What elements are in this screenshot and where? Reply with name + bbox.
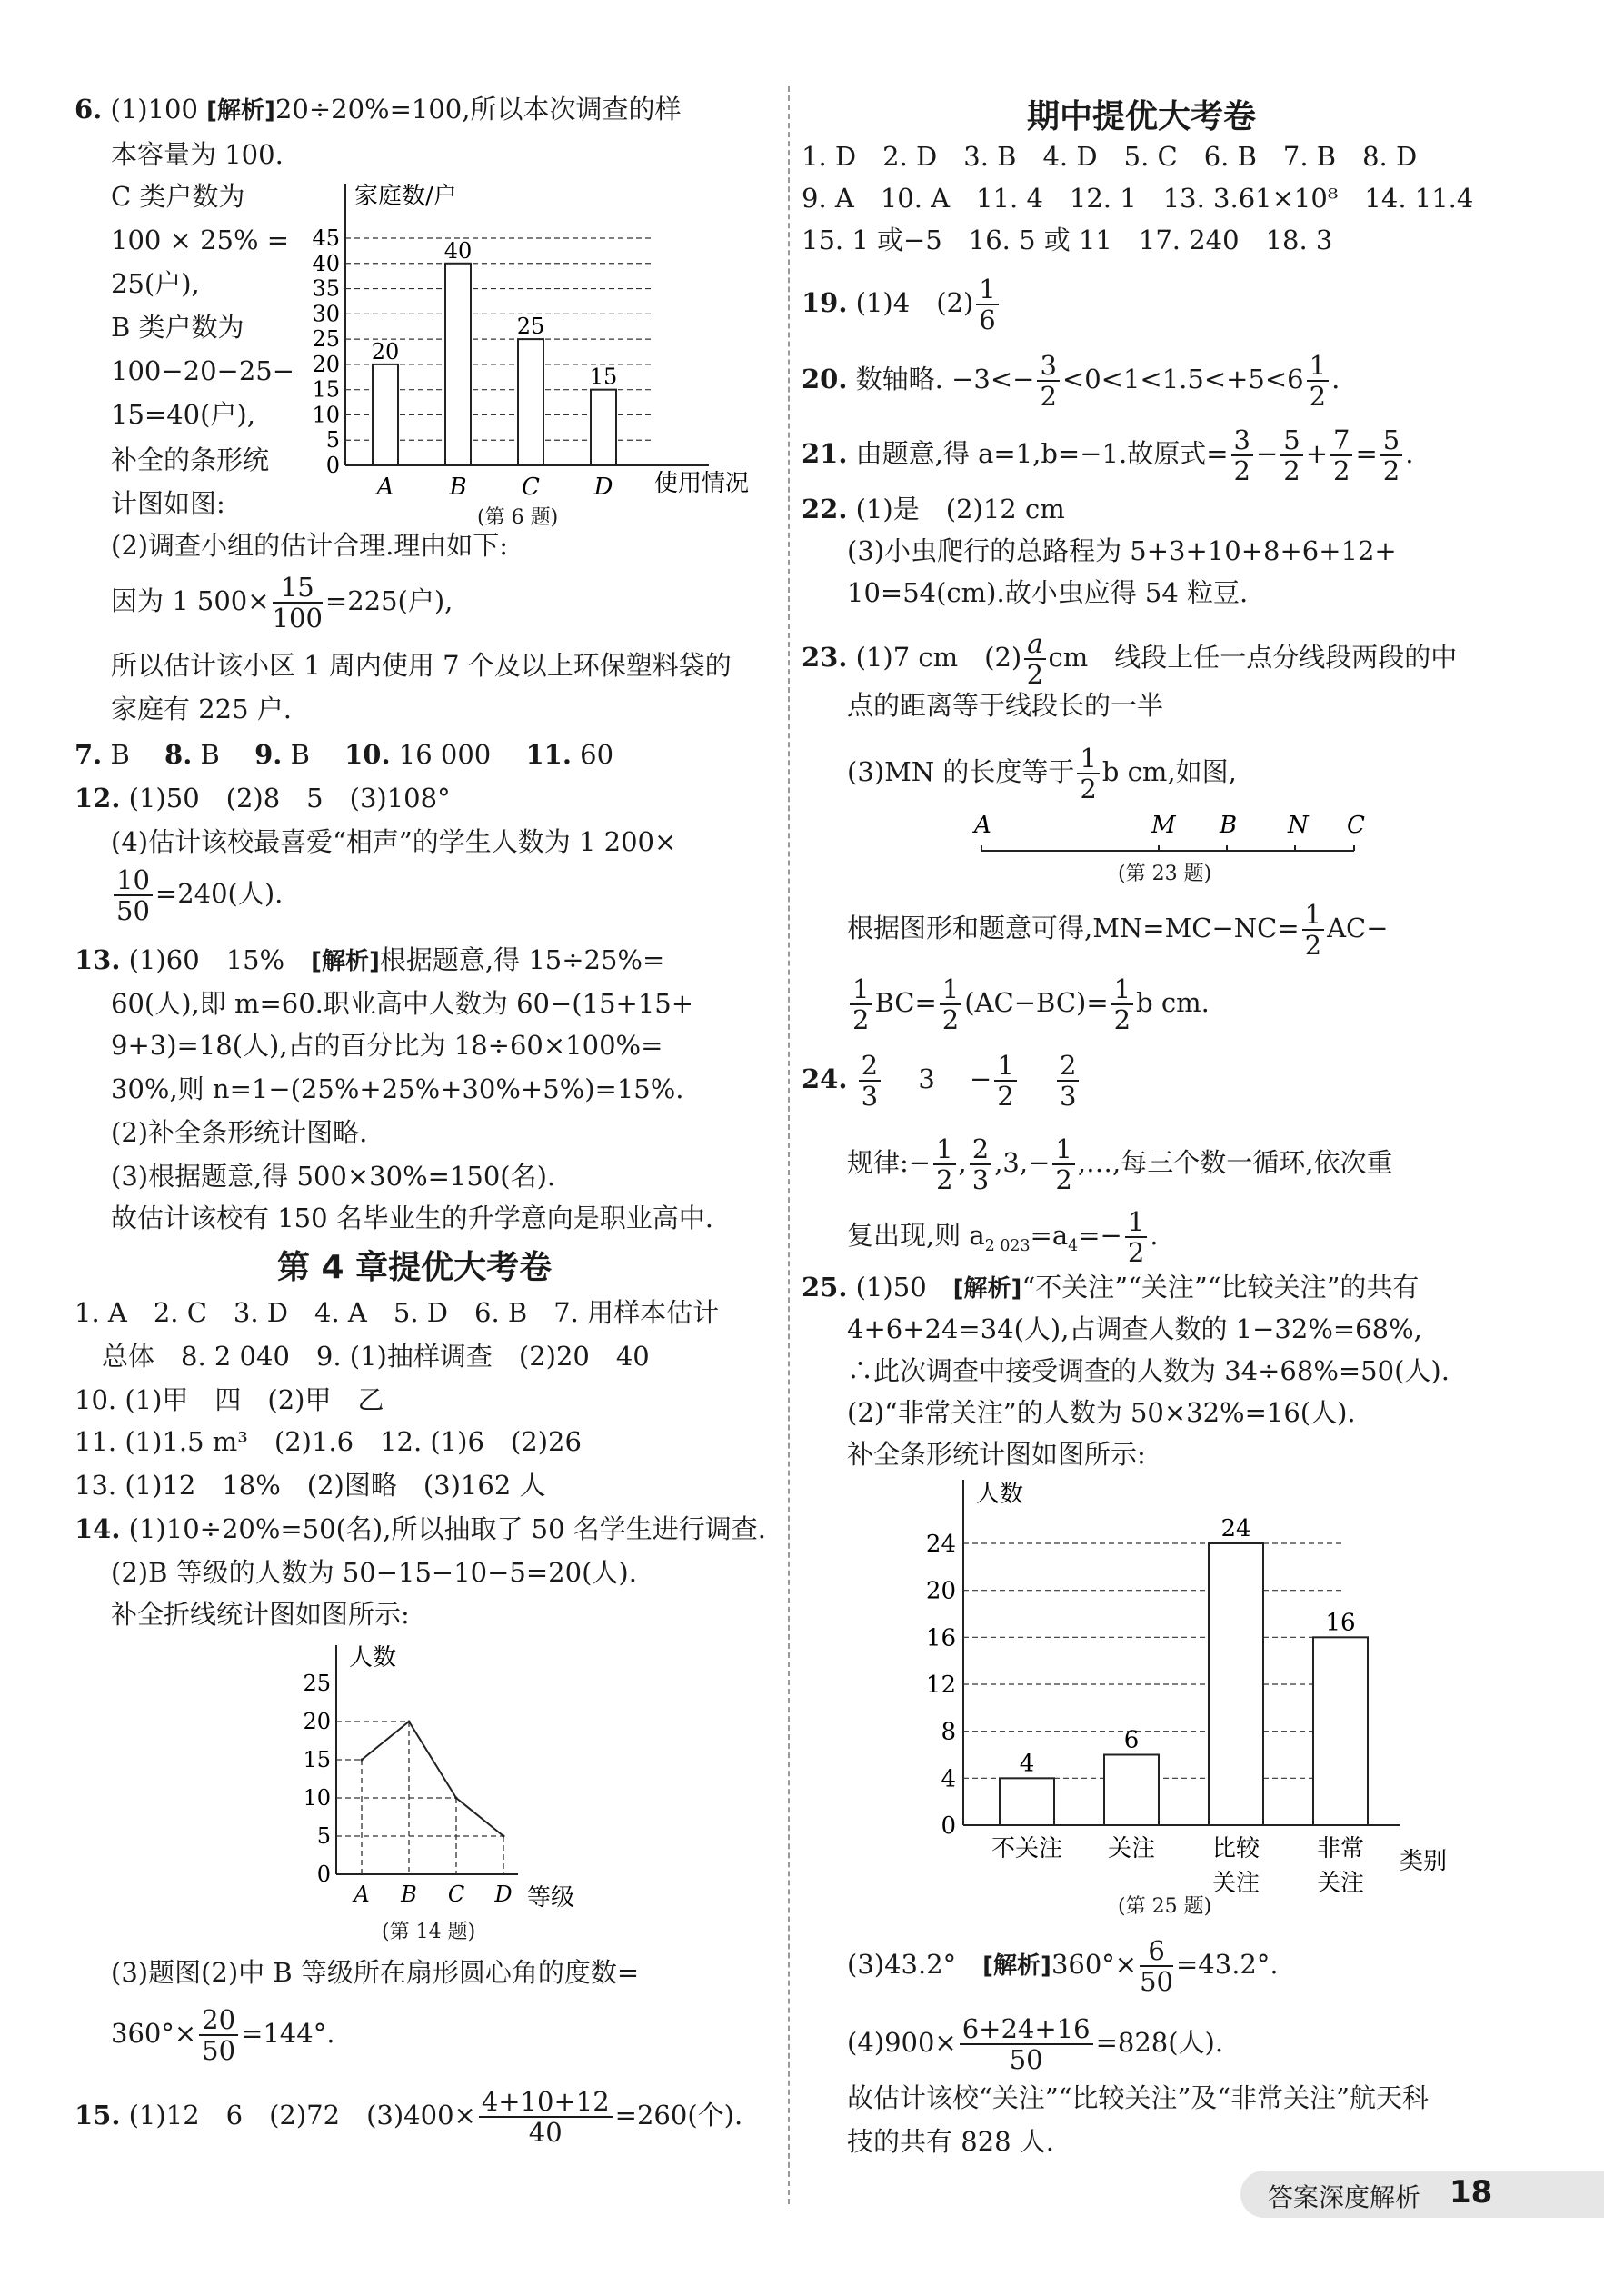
- fraction: $\frac{4+10+12}{40}$: [479, 2087, 613, 2147]
- fraction: $\frac{1}{2}$: [1052, 1134, 1074, 1194]
- bar-value-label: 16: [1325, 1609, 1356, 1637]
- q23-line3: (3)MN 的长度等于 $\frac{1}{2}$ b cm,如图,: [847, 743, 1237, 804]
- data-point: [361, 1759, 364, 1762]
- q25-line6: (3)43.2° [解析]360°× $\frac{6}{50}$ =43.2°.: [847, 1935, 1279, 1997]
- data-line: [362, 1722, 503, 1836]
- y-tick-label: 30: [312, 301, 340, 327]
- fraction: $\frac{a}{2}$: [1024, 629, 1045, 689]
- ch4-answers-row: 总体 8. 2 040 9. (1)抽样调查 (2)20 40: [102, 1341, 650, 1372]
- q25-line9: 技的共有 828 人.: [847, 2126, 1055, 2157]
- data-point: [408, 1721, 411, 1723]
- ch4-answers-row: 10. (1)甲 四 (2)甲 乙: [75, 1384, 384, 1415]
- q12-line1: 12. (1)50 (2)8 5 (3)108°: [75, 783, 451, 814]
- fraction: $\frac{1}{2}$: [1307, 351, 1329, 411]
- q6-side-text: 100 × 25% =: [111, 225, 290, 255]
- point-label-C: C: [1347, 812, 1365, 839]
- x-axis-label: 等级: [527, 1884, 575, 1912]
- y-tick-label: 0: [316, 1862, 331, 1887]
- q25-line1: 25. (1)50 [解析]“不关注”“关注”“比较关注”的共有: [802, 1272, 1420, 1303]
- q14-line2: (2)B 等级的人数为 50−15−10−5=20(人).: [111, 1557, 637, 1588]
- q25-line3: ∴此次调查中接受调查的人数为 34÷68%=50(人).: [847, 1355, 1450, 1386]
- chart-q14-caption: (第 14 题): [382, 1921, 476, 1943]
- x-tick-label: A: [376, 474, 394, 501]
- midterm-answers-row: 15. 1 或−5 16. 5 或 11 17. 240 18. 3: [802, 225, 1333, 255]
- q6-part4: 所以估计该小区 1 周内使用 7 个及以上环保塑料袋的: [111, 650, 732, 681]
- chart-q14: [282, 1636, 591, 1918]
- fraction: $\frac{1}{2}$: [1125, 1207, 1147, 1267]
- q25-line5: 补全条形统计图如图所示:: [847, 1439, 1146, 1470]
- y-tick-label: 10: [303, 1785, 331, 1811]
- q13-line4: 30%,则 n=1−(25%+25%+30%+5%)=15%.: [111, 1073, 684, 1104]
- fraction: $\frac{1}{6}$: [976, 275, 998, 334]
- chart-q25: [891, 1471, 1454, 1897]
- y-tick-label: 10: [312, 402, 340, 428]
- fraction: $\frac{10}{50}$: [114, 865, 153, 925]
- y-axis-label: 人数: [349, 1644, 397, 1672]
- q25-line2: 4+6+24=34(人),占调查人数的 1−32%=68%,: [847, 1313, 1422, 1344]
- q24-line3: 复出现,则 $a_{2 023}=a_4=-$ $\frac{1}{2}$ .: [847, 1206, 1159, 1268]
- y-tick-label: 5: [325, 427, 340, 454]
- y-tick-label: 20: [303, 1709, 331, 1734]
- q6-side-text: B 类户数为: [111, 312, 244, 343]
- q14-line5: 360°× $\frac{20}{50}$ =144°.: [111, 2004, 335, 2066]
- y-axis-label: 人数: [976, 1481, 1024, 1508]
- x-tick-label: 不关注: [991, 1835, 1063, 1862]
- x-tick-label: B: [401, 1882, 417, 1907]
- bar: [445, 264, 471, 465]
- q6-part3: 因为 1 500× $\frac{15}{100}$ =225(户),: [111, 572, 453, 634]
- bar-value-label: 24: [1220, 1515, 1251, 1542]
- y-tick-label: 20: [925, 1577, 956, 1605]
- fraction: $\frac{15}{100}$: [272, 572, 323, 634]
- q15-line: 15. (1)12 6 (2)72 (3)400× $\frac{4+10+12}{40}$ =260(个).: [75, 2086, 743, 2148]
- y-tick-label: 8: [941, 1718, 956, 1746]
- fraction: $\frac{2}{3}$: [970, 1134, 991, 1194]
- fraction: $\frac{1}{2}$: [1302, 900, 1324, 960]
- ch4-answers-row: 11. (1)1.5 m³ (2)1.6 12. (1)6 (2)26: [75, 1426, 582, 1457]
- q23-line5: $\frac{1}{2}$ BC= $\frac{1}{2}$ (AC−BC)= $\frac{1}{2}$ b cm.: [847, 974, 1210, 1034]
- q6-side-text: 25(户),: [111, 268, 200, 299]
- bar-value-label: 25: [516, 314, 545, 340]
- column-divider: [788, 86, 790, 2204]
- chart-q6-caption: (第 6 题): [477, 506, 559, 529]
- q6-line2: 本容量为 100.: [111, 139, 284, 170]
- q19-line: 19. (1)4 (2) $\frac{1}{6}$: [802, 275, 1001, 334]
- q12-line3: $\frac{10}{50}$ =240(人).: [111, 865, 283, 925]
- point-label-A: A: [974, 812, 991, 839]
- midterm-answers-row: 9. A 10. A 11. 4 12. 1 13. 3.61×10⁸ 14. 11.4: [802, 183, 1474, 214]
- x-tick-label: C: [522, 474, 540, 501]
- q25-line7: (4)900× $\frac{6+24+16}{50}$ =828(人).: [847, 2013, 1224, 2075]
- point-label-B: B: [1220, 812, 1238, 839]
- q13-line3: 9+3)=18(人),占的百分比为 18÷60×100%=: [111, 1030, 663, 1061]
- fraction: $\frac{2}{3}$: [859, 1051, 881, 1111]
- q6-part2: (2)调查小组的估计合理.理由如下:: [111, 530, 509, 561]
- fraction: $\frac{3}{2}$: [1037, 351, 1059, 411]
- y-tick-label: 20: [312, 351, 340, 377]
- x-tick-label: D: [494, 1882, 513, 1907]
- q22-line2: (3)小虫爬行的总路程为 5+3+10+8+6+12+: [847, 535, 1397, 566]
- q6-side-text: 计图如图:: [111, 488, 225, 519]
- x-tick-label: 关注: [1316, 1870, 1365, 1897]
- q22-line3: 10=54(cm).故小虫应得 54 粒豆.: [847, 577, 1249, 608]
- y-tick-label: 25: [312, 326, 340, 353]
- q13-line5: (2)补全条形统计图略.: [111, 1117, 368, 1148]
- q23-line2: 点的距离等于线段长的一半: [847, 690, 1164, 721]
- q24-rule: 规律:− $\frac{1}{2}$ , $\frac{2}{3}$ ,3,− $\frac{1}{2}$ ,…,每三个数一循环,依次重: [847, 1133, 1393, 1195]
- q25-line8: 故估计该校“关注”“比较关注”及“非常关注”航天科: [847, 2082, 1429, 2113]
- q22-line1: 22. (1)是 (2)12 cm: [802, 494, 1065, 524]
- bar-value-label: 20: [371, 338, 400, 364]
- bar-value-label: 6: [1123, 1726, 1140, 1754]
- page-number: 18: [1450, 2174, 1493, 2211]
- chart-q6: [300, 175, 772, 502]
- x-tick-label: 关注: [1107, 1835, 1156, 1862]
- answers-7-11: 7. B 8. B 9. B 10. 16 000 11. 60: [75, 739, 614, 770]
- bar: [373, 364, 398, 465]
- chart-q25-caption: (第 25 题): [1118, 1895, 1212, 1918]
- fraction: $\frac{7}{2}$: [1330, 425, 1352, 485]
- y-tick-label: 35: [312, 275, 340, 302]
- y-tick-label: 5: [316, 1823, 331, 1849]
- y-tick-label: 45: [312, 225, 340, 251]
- q24-line1: 24. $\frac{2}{3}$ 3 − $\frac{1}{2}$ $\frac{2}{3}$: [802, 1051, 1081, 1111]
- bar: [1209, 1543, 1263, 1825]
- fraction: $\frac{1}{2}$: [994, 1051, 1016, 1111]
- fraction: $\frac{2}{3}$: [1057, 1051, 1079, 1111]
- q20-line: 20. 数轴略. −3<− $\frac{3}{2}$ <0<1<1.5<+5<6 $\frac{1}{2}$ .: [802, 350, 1340, 412]
- y-tick-label: 12: [925, 1672, 956, 1699]
- y-tick-label: 25: [303, 1671, 331, 1696]
- fraction: $\frac{20}{50}$: [199, 2005, 238, 2065]
- bar-value-label: 15: [589, 364, 618, 390]
- q6-side-text: C 类户数为: [111, 181, 245, 212]
- x-axis-label: 类别: [1400, 1848, 1448, 1875]
- y-tick-label: 4: [941, 1765, 956, 1793]
- segment-diagram-caption: (第 23 题): [1118, 863, 1212, 885]
- q12-line2: (4)估计该校最喜爱“相声”的学生人数为 1 200×: [111, 826, 677, 857]
- fraction: $\frac{1}{2}$: [933, 1134, 955, 1194]
- section-title-midterm: 期中提优大考卷: [1027, 98, 1257, 135]
- fraction: $\frac{1}{2}$: [940, 974, 961, 1034]
- q25-line4: (2)“非常关注”的人数为 50×32%=16(人).: [847, 1397, 1356, 1428]
- bar: [1000, 1778, 1054, 1825]
- bar: [1313, 1637, 1368, 1825]
- fraction: $\frac{6}{50}$: [1140, 1935, 1173, 1997]
- footer-title: 答案深度解析: [1268, 2182, 1421, 2212]
- q14-line3: 补全折线统计图如图所示:: [111, 1599, 410, 1630]
- point-label-N: N: [1288, 812, 1309, 839]
- fraction: $\frac{1}{2}$: [1111, 974, 1133, 1034]
- q23-line4: 根据图形和题意可得,MN=MC−NC= $\frac{1}{2}$ AC−: [847, 899, 1389, 961]
- ch4-answers-row: 1. A 2. C 3. D 4. A 5. D 6. B 7. 用样本估计: [75, 1297, 720, 1328]
- y-axis-label: 家庭数/户: [354, 183, 457, 210]
- x-tick-label: 非常: [1316, 1835, 1365, 1862]
- bar-value-label: 4: [1019, 1750, 1035, 1778]
- q13-line6: (3)根据题意,得 500×30%=150(名).: [111, 1161, 556, 1192]
- bar-value-label: 40: [443, 237, 473, 264]
- q6-side-text: 100−20−25−: [111, 355, 295, 386]
- fraction: $\frac{6+24+16}{50}$: [960, 2014, 1093, 2074]
- point-label-M: M: [1151, 812, 1176, 839]
- x-tick-label: D: [593, 474, 613, 501]
- section-title-chapter4: 第 4 章提优大考卷: [277, 1249, 553, 1286]
- q6-side-text: 补全的条形统: [111, 444, 270, 475]
- x-axis-label: 使用情况: [654, 470, 750, 497]
- data-point: [503, 1835, 505, 1838]
- q23-line1: 23. (1)7 cm (2) $\frac{a}{2}$ cm 线段上任一点分线段两段的中: [802, 628, 1458, 690]
- q6-line1: 6. (1)100 [解析]20÷20%=100,所以本次调查的样: [75, 94, 682, 125]
- q14-line4: (3)题图(2)中 B 等级所在扇形圆心角的度数=: [111, 1957, 640, 1988]
- x-tick-label: C: [447, 1882, 465, 1907]
- q21-line: 21. 由题意,得 a=1,b=−1.故原式= $\frac{3}{2}$ − $\frac{5}{2}$ + $\frac{7}{2}$ = $\frac{5}{2}$ .: [802, 424, 1414, 486]
- x-tick-label: 比较: [1211, 1835, 1260, 1862]
- y-tick-label: 0: [941, 1812, 956, 1840]
- x-tick-label: B: [449, 474, 467, 501]
- ch4-answers-row: 13. (1)12 18% (2)图略 (3)162 人: [75, 1470, 546, 1501]
- bar: [591, 390, 616, 465]
- y-tick-label: 15: [303, 1747, 331, 1772]
- x-tick-label: 关注: [1211, 1870, 1260, 1897]
- y-tick-label: 40: [312, 250, 340, 276]
- y-tick-label: 0: [325, 453, 340, 478]
- fraction: $\frac{5}{2}$: [1280, 425, 1302, 485]
- fraction: $\frac{1}{2}$: [850, 974, 872, 1034]
- bar: [1104, 1755, 1159, 1826]
- q6-side-text: 15=40(户),: [111, 399, 255, 430]
- q13-line2: 60(人),即 m=60.职业高中人数为 60−(15+15+: [111, 988, 694, 1019]
- q14-line1: 14. (1)10÷20%=50(名),所以抽取了 50 名学生进行调查.: [75, 1513, 767, 1544]
- q13-line7: 故估计该校有 150 名毕业生的升学意向是职业高中.: [111, 1203, 714, 1233]
- fraction: $\frac{5}{2}$: [1380, 425, 1402, 485]
- q6-part5: 家庭有 225 户.: [111, 694, 293, 724]
- data-point: [455, 1797, 458, 1800]
- x-tick-label: A: [354, 1882, 370, 1907]
- y-tick-label: 16: [925, 1624, 956, 1652]
- y-tick-label: 24: [925, 1531, 956, 1558]
- midterm-answers-row: 1. D 2. D 3. B 4. D 5. C 6. B 7. B 8. D: [802, 141, 1418, 172]
- fraction: $\frac{3}{2}$: [1231, 425, 1253, 485]
- q13-line1: 13. (1)60 15% [解析]根据题意,得 15÷25%=: [75, 944, 665, 975]
- y-tick-label: 15: [312, 376, 340, 403]
- fraction: $\frac{1}{2}$: [1077, 744, 1099, 804]
- page-footer: [1240, 2171, 1604, 2218]
- bar: [518, 339, 543, 465]
